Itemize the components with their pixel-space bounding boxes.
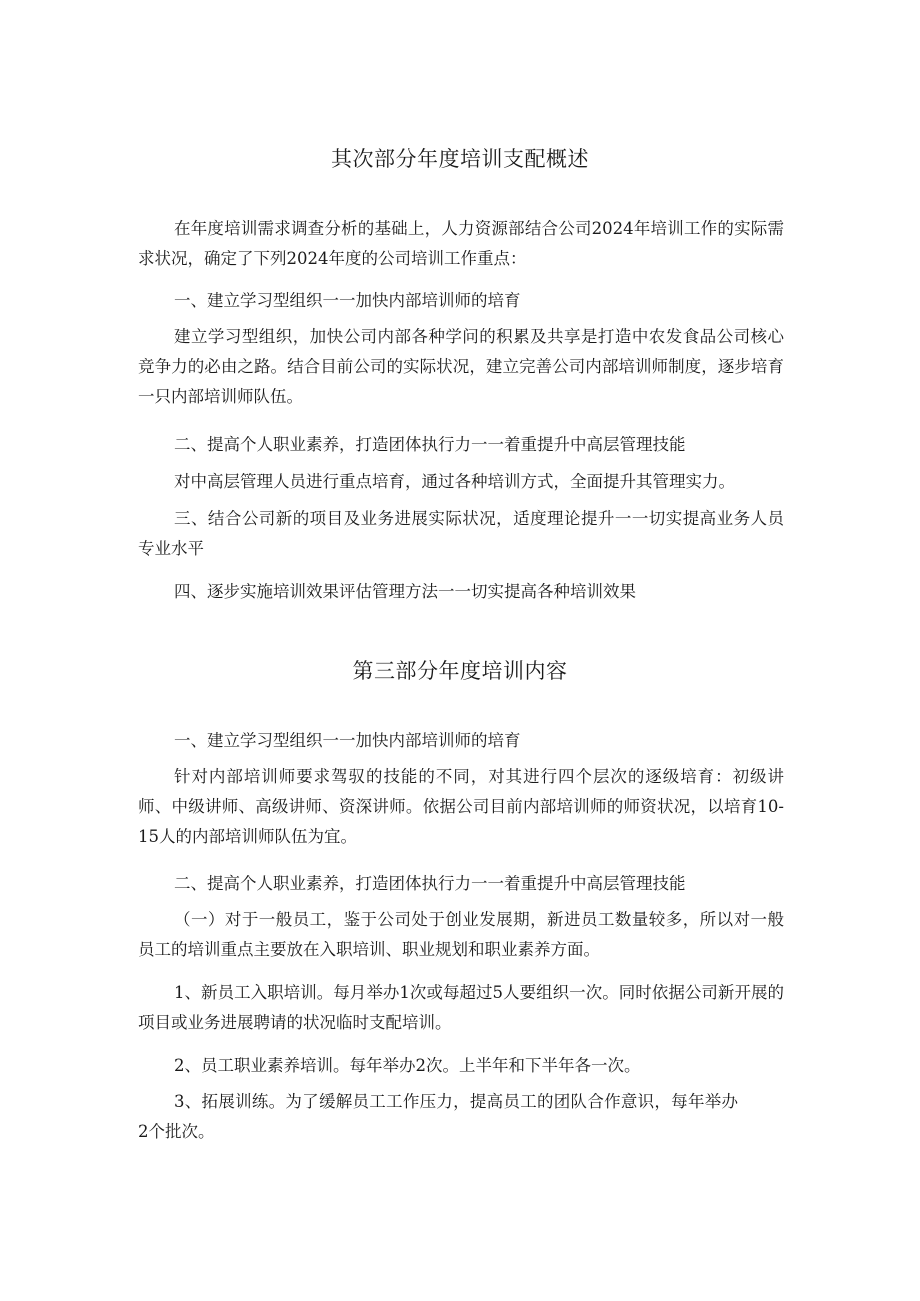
section2-item3-title: 三、结合公司新的项目及业务进展实际状况，适度理论提升一一切实提高业务人员专业水平	[138, 509, 784, 558]
section3-item2-title: 二、提高个人职业素养，打造团体执行力一一着重提升中高层管理技能	[174, 874, 686, 893]
section2-item1-title: 一、建立学习型组织一一加快内部培训师的培育	[174, 291, 521, 310]
section3-sub1: （一）对于一般员工，鉴于公司处于创业发展期，新进员工数量较多，所以对一般员工的培训重点主要放在入职培训、职业规划和职业素养方面。	[138, 910, 784, 959]
section2-item4-title: 四、逐步实施培训效果评估管理方法一一切实提高各种培训效果	[174, 582, 636, 601]
section3-item1-title: 一、建立学习型组织一一加快内部培训师的培育	[174, 731, 521, 750]
section3-point2: 2、员工职业素养培训。每年举办2次。上半年和下半年各一次。	[174, 1056, 641, 1075]
section2-item1-body: 建立学习型组织，加快公司内部各种学问的积累及共享是打造中农发食品公司核心竞争力的必由之路。结合目前公司的实际状况，建立完善公司内部培训师制度，逐步培育一只内部培训师队伍。	[138, 327, 784, 406]
section3-title: 第三部分年度培训内容	[352, 659, 568, 683]
section2-intro: 在年度培训需求调查分析的基础上，人力资源部结合公司2024年培训工作的实际需求状况，确定了下列2024年度的公司培训工作重点：	[138, 219, 784, 268]
section3-item1-body: 针对内部培训师要求驾驭的技能的不同，对其进行四个层次的逐级培育：初级讲师、中级讲师、高级讲师、资深讲师。依据公司目前内部培训师的师资状况，以培育10-15人的内部培训师队伍为宜。	[138, 767, 784, 846]
section2-item2-title: 二、提高个人职业素养，打造团体执行力一一着重提升中高层管理技能	[174, 435, 686, 454]
section3-point3: 3、拓展训练。为了缓解员工工作压力，提高员工的团队合作意识，每年举办2个批次。	[138, 1092, 738, 1141]
section2-title: 其次部分年度培训支配概述	[331, 147, 589, 171]
section3-point1: 1、新员工入职培训。每月举办1次或每超过5人要组织一次。同时依据公司新开展的项目或业务进展聘请的状况临时支配培训。	[138, 983, 784, 1032]
section2-item2-body: 对中高层管理人员进行重点培育，通过各种培训方式，全面提升其管理实力。	[174, 472, 735, 491]
